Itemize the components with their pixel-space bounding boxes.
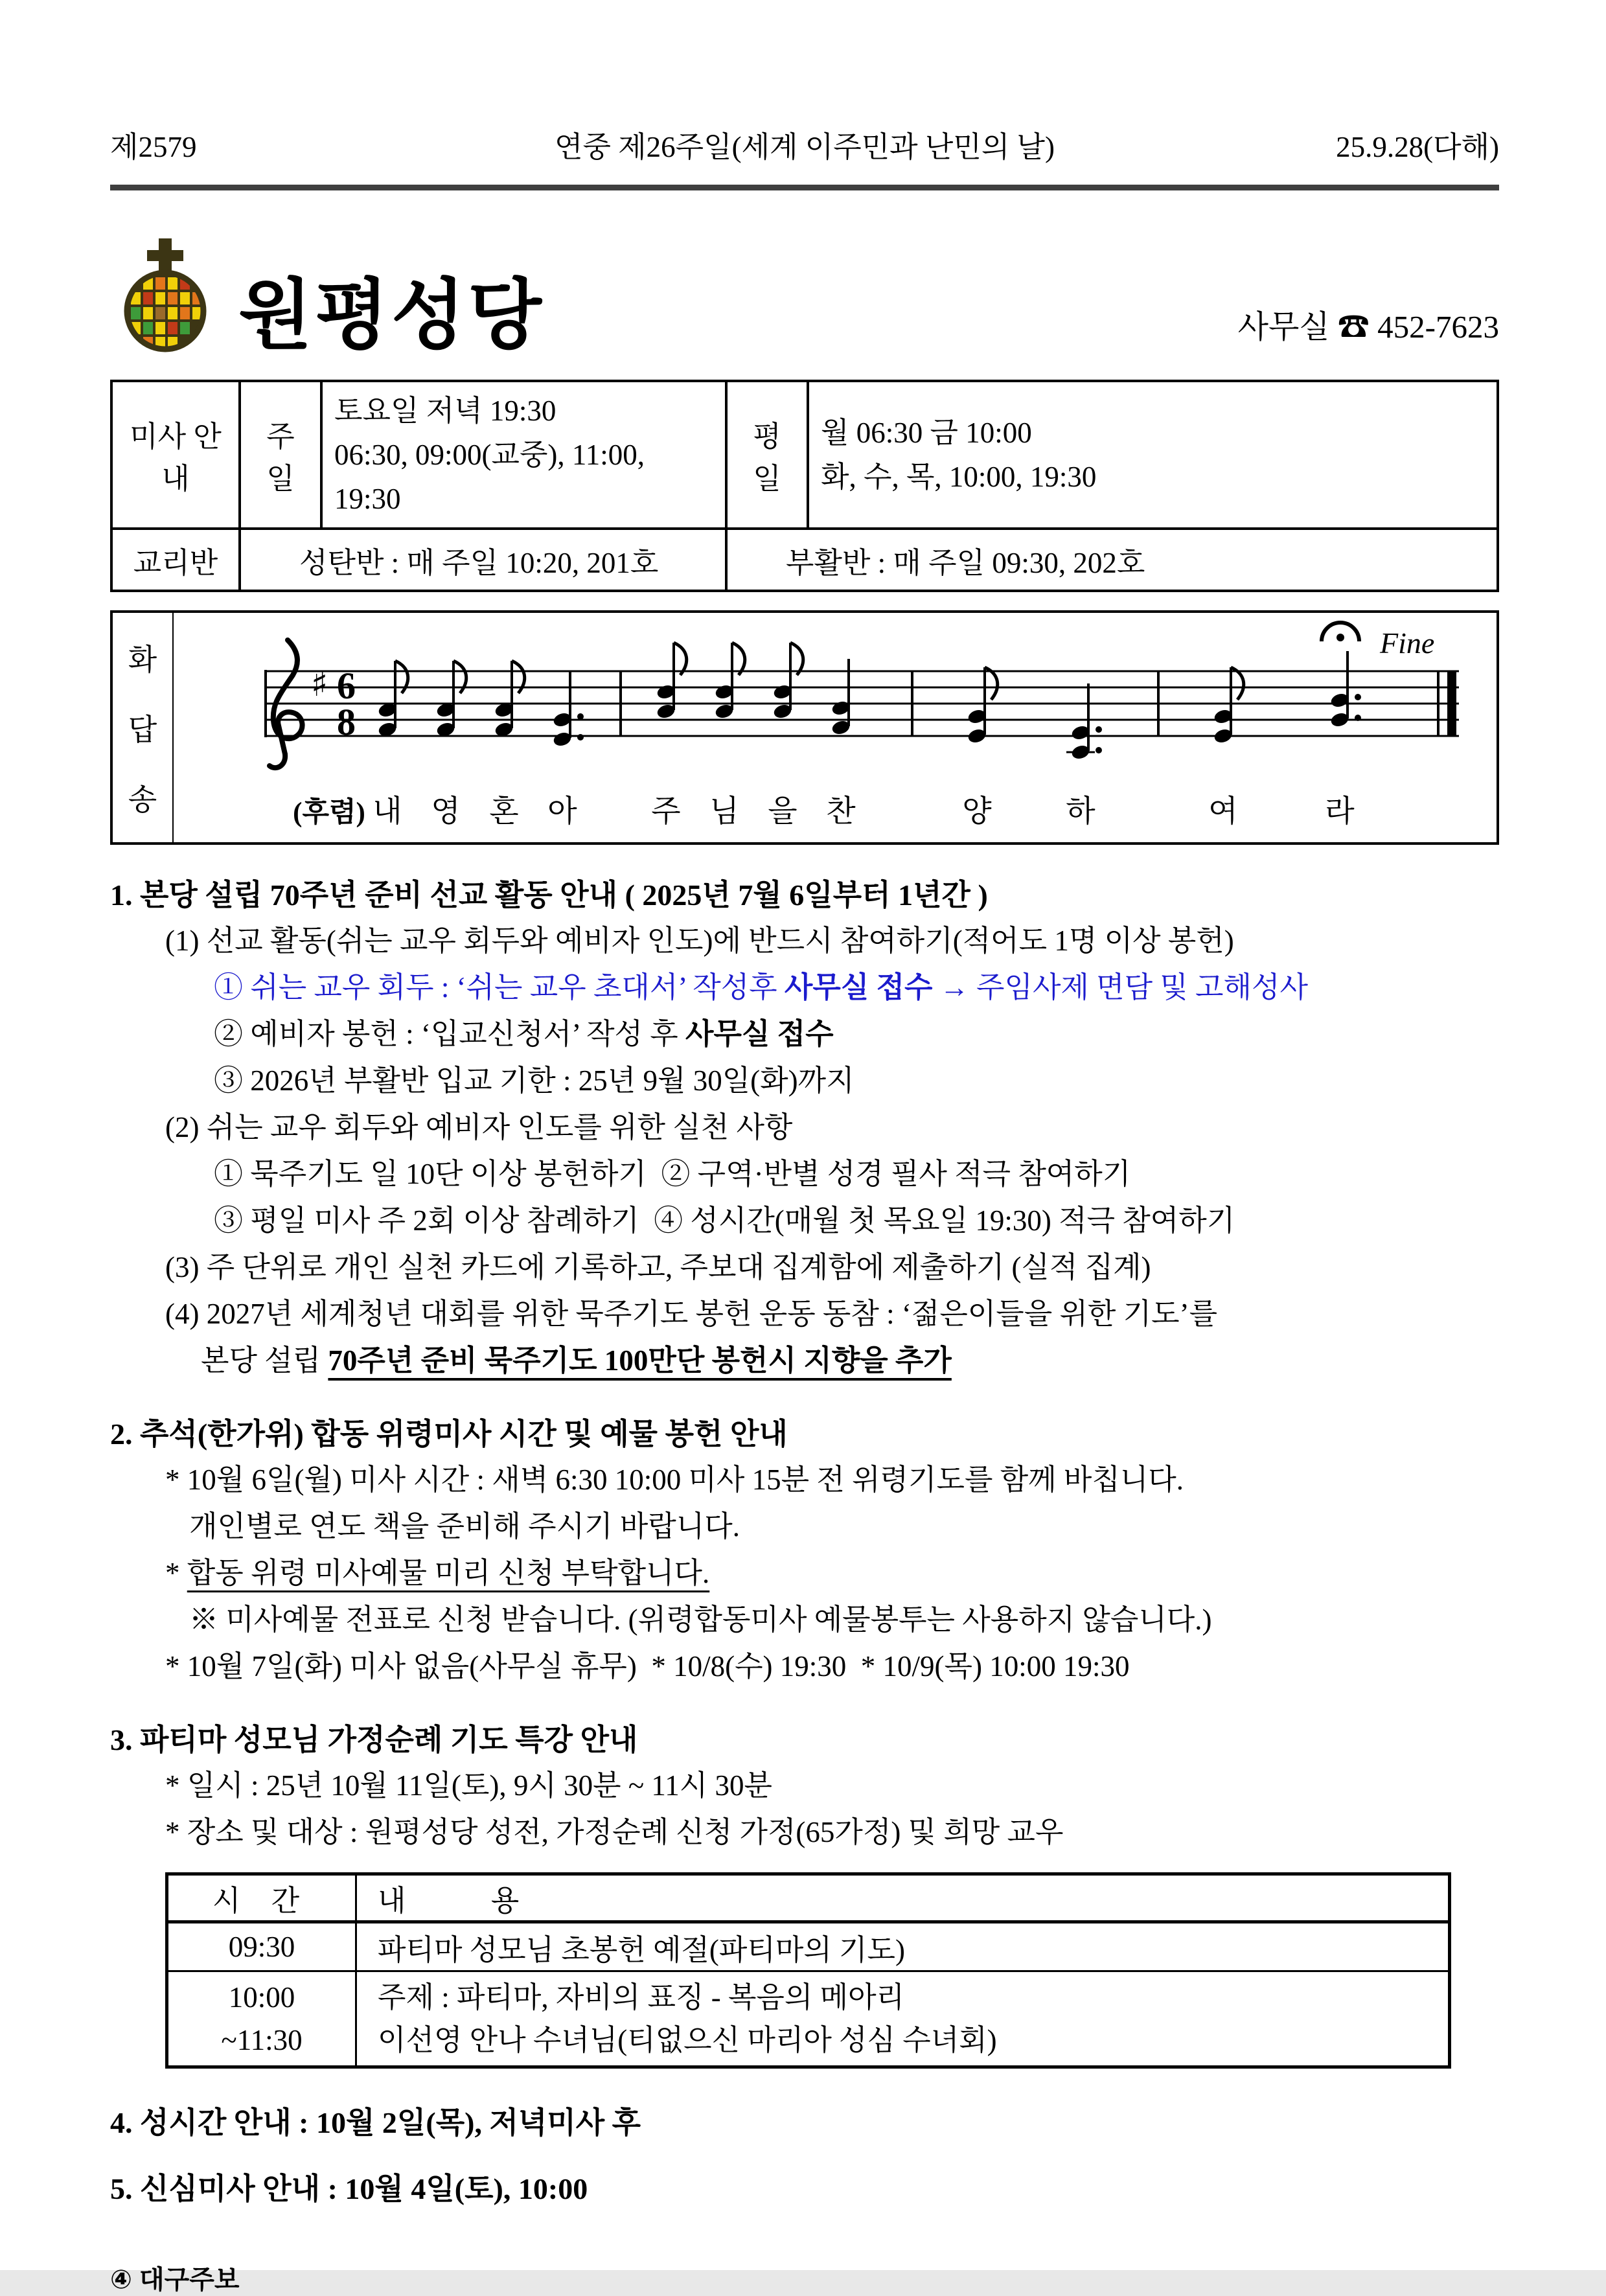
content-header: 내 용 <box>356 1874 1450 1922</box>
church-globe-cross-logo <box>110 235 220 358</box>
church-name: 원평성당 <box>238 273 544 358</box>
sunday-title: 연중 제26주일(세계 이주민과 난민의 날) <box>554 131 1055 163</box>
final-barline-thick <box>1447 671 1456 736</box>
issue-number: 제2579 <box>110 131 197 163</box>
header-divider <box>110 185 1499 190</box>
section-4 <box>110 2102 1499 2144</box>
section-1-sub-3: ③ 2026년 부활반 입교 기한 : 25년 9월 30일(화)까지 <box>214 1064 855 1097</box>
section-2-line-1: * 10월 6일(월) 미사 시간 : 새벽 6:30 10:00 미사 15분 전 위령기도를 함께 바칩니다. <box>165 1464 1184 1496</box>
catechism-label: 교리반 <box>111 529 240 591</box>
fine-marking: Fine <box>1380 626 1435 660</box>
time-header: 시 간 <box>167 1874 356 1922</box>
section-3-line-2: * 장소 및 대상 : 원평성당 성전, 가정순례 신청 가정(65가정) 및 희망 교우 <box>165 1816 1064 1848</box>
office-label: 사무실 <box>1237 309 1330 345</box>
section-2-line-5: * 10월 7일(화) 미사 없음(사무실 휴무) * 10/8(수) 19:30 * 10/9(목) 10:00 19:30 <box>165 1650 1130 1682</box>
score-lyrics <box>293 795 1355 829</box>
sunday-label: 주일 <box>240 381 321 529</box>
section-1-item-3: (3) 주 단위로 개인 실천 카드에 기록하고, 주보대 집계함에 제출하기 (실적 집계) <box>165 1251 1151 1283</box>
notes <box>378 643 1456 761</box>
table-row <box>167 1971 1450 2067</box>
section-1-item-4-cont: 본당 설립 70주년 준비 묵주기도 100만단 봉헌시 지향을 추가 <box>201 1344 952 1377</box>
time-cell: 10:00 ~11:30 <box>167 1971 356 2067</box>
lyric-syllable: 영 <box>431 795 461 829</box>
weekday-label: 평일 <box>726 381 808 529</box>
lyric-syllable: 혼 <box>489 795 519 829</box>
header <box>110 123 1499 165</box>
section-2-title: 2. 추석(한가위) 합동 위령미사 시간 및 예물 봉헌 안내 <box>110 1418 788 1451</box>
lyric-syllable: 님 <box>709 795 739 829</box>
section-3 <box>110 1719 1499 1855</box>
content-cell: 파티마 성모님 초봉헌 예절(파티마의 기도) <box>356 1922 1450 1971</box>
lyric-syllable: 양 <box>962 795 992 829</box>
section-1-title: 1. 본당 설립 70주년 준비 선교 활동 안내 ( 2025년 7월 6일부터 1년간 ) <box>110 878 988 912</box>
table-row <box>111 381 1498 529</box>
phone-icon: ☎ <box>1337 309 1370 345</box>
section-2-line-2: 개인별로 연도 책을 준비해 주시기 바랍니다. <box>189 1510 740 1543</box>
easter-class: 부활반 : 매 주일 09:30, 202호 <box>726 529 1498 591</box>
section-5 <box>110 2168 1499 2210</box>
mass-info-label: 미사 안내 <box>111 381 240 529</box>
sunday-times: 토요일 저녁 19:30 06:30, 09:00(교중), 11:00, 19:30 <box>321 381 726 529</box>
psalm-label: 화 답 송 <box>113 613 174 842</box>
section-1-sub-5: ③ 평일 미사 주 2회 이상 참례하기 ④ 성시간(매월 첫 목요일 19:30) 적극 참여하기 <box>214 1204 1235 1237</box>
time-signature-top: 6 <box>337 665 356 707</box>
section-1-sub-4: ① 묵주기도 일 10단 이상 봉헌하기 ② 구역·반별 성경 필사 적극 참여하기 <box>214 1158 1131 1190</box>
fermata-icon <box>1322 623 1359 641</box>
music-staff <box>174 613 1495 842</box>
refrain-label: (후렴) <box>293 798 365 828</box>
lyric-syllable: 라 <box>1325 795 1355 829</box>
lyric-syllable: 주 <box>651 795 681 829</box>
content-cell: 주제 : 파티마, 자비의 표징 - 복음의 메아리 이선영 안나 수녀님(티없으신 마리아 성심 수녀회) <box>356 1971 1450 2067</box>
sharp-sign: ♯ <box>311 663 328 704</box>
lyric-syllable: 을 <box>768 795 797 829</box>
table-row <box>111 529 1498 591</box>
lyric-syllable: 여 <box>1208 795 1238 829</box>
phone-number: 452-7623 <box>1377 309 1499 345</box>
branding <box>110 235 1499 358</box>
table-row <box>167 1922 1450 1971</box>
section-4-title: 4. 성시간 안내 : 10월 2일(목), 저녁미사 후 <box>110 2106 641 2139</box>
lyric-syllable: 하 <box>1066 795 1096 829</box>
time-cell: 09:30 <box>167 1922 356 1971</box>
page-footer: ④ 대구주보 <box>110 2266 240 2294</box>
section-5-title: 5. 신심미사 안내 : 10월 4일(토), 10:00 <box>110 2172 588 2205</box>
christmas-class: 성탄반 : 매 주일 10:20, 201호 <box>240 529 726 591</box>
responsorial-psalm-box <box>110 610 1499 845</box>
lyric-syllable: 내 <box>373 795 402 829</box>
section-2-line-3: * 합동 위령 미사예물 미리 신청 부탁합니다. <box>165 1557 710 1589</box>
section-1-item-1: (1) 선교 활동(쉬는 교우 회두와 예비자 인도)에 반드시 참여하기(적어도 1명 이상 봉헌) <box>165 924 1234 957</box>
section-2 <box>110 1414 1499 1690</box>
section-1-item-4: (4) 2027년 세계청년 대회를 위한 묵주기도 봉헌 운동 동참 : ‘젊은이들을 위한 기도’를 <box>165 1298 1218 1330</box>
section-2-line-4: ※ 미사예물 전표로 신청 받습니다. (위령합동미사 예물봉투는 사용하지 않습니다.) <box>189 1603 1212 1636</box>
section-1-sub-2: ② 예비자 봉헌 : ‘입교신청서’ 작성 후 사무실 접수 <box>214 1018 834 1050</box>
section-3-line-1: * 일시 : 25년 10월 11일(토), 9시 30분 ~ 11시 30분 <box>165 1769 772 1802</box>
time-signature-bottom: 8 <box>337 701 356 743</box>
lyric-syllable: 찬 <box>826 795 856 829</box>
section-3-title: 3. 파티마 성모님 가정순례 기도 특강 안내 <box>110 1723 638 1756</box>
section-1 <box>110 875 1499 1384</box>
table-header-row <box>167 1874 1450 1922</box>
mass-schedule-table <box>110 380 1499 592</box>
weekday-times: 월 06:30 금 10:00 화, 수, 목, 10:00, 19:30 <box>808 381 1498 529</box>
music-staff-area <box>174 613 1497 842</box>
issue-date: 25.9.28(다해) <box>1336 131 1499 163</box>
section-1-item-2: (2) 쉬는 교우 회두와 예비자 인도를 위한 실천 사항 <box>165 1111 793 1143</box>
lecture-schedule-table <box>165 1872 1451 2069</box>
office-phone <box>544 302 1499 347</box>
lyric-syllable: 아 <box>547 795 577 829</box>
section-1-sub-1: ① 쉬는 교우 회두 : ‘쉬는 교우 초대서’ 작성후 사무실 접수 → 주임사제 면담 및 고해성사 <box>214 971 1308 1004</box>
